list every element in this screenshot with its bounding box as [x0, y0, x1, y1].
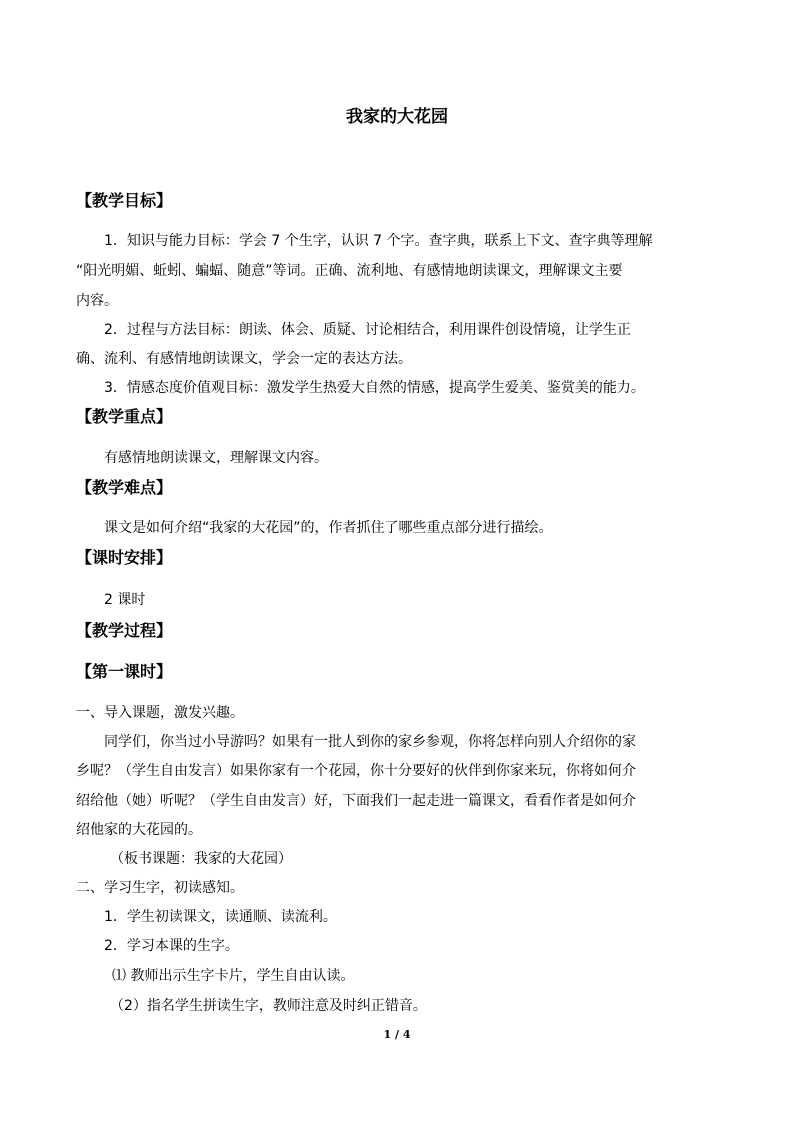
- heading-difficulties: 【教学难点】: [76, 478, 173, 497]
- heading-teaching-process: 【教学过程】: [76, 621, 173, 640]
- intro-paragraph-line-1: 同学们，你当过小导游吗？如果有一批人到你的家乡参观，你将怎样向别人介绍你的家: [104, 734, 636, 750]
- heading-first-lesson: 【第一课时】: [76, 662, 173, 681]
- step-two-sub-item-2: （2）指名学生拼读生字，教师注意及时纠正错音。: [110, 998, 427, 1014]
- objective-2-line-1: 2．过程与方法目标：朗读、体会、质疑、讨论相结合，利用课件创设情境，让学生正: [104, 322, 631, 338]
- intro-paragraph-line-4: 绍他家的大花园的。: [76, 822, 202, 838]
- document-title: 我家的大花园: [346, 107, 448, 127]
- objective-1-line-3: 内容。: [76, 293, 118, 309]
- schedule-line: 2 课时: [104, 592, 146, 608]
- key-point-line: 有感情地朗读课文，理解课文内容。: [104, 450, 328, 466]
- intro-paragraph-line-2: 乡呢？（学生自由发言）如果你家有一个花园，你十分要好的伙伴到你家来玩，你将如何介: [76, 763, 636, 779]
- step-two-item-1: 1．学生初读课文，读通顺、读流利。: [104, 909, 337, 925]
- objective-1-line-1: 1．知识与能力目标：学会 7 个生字，认识 7 个字。查字典，联系上下文、查字典等理解: [104, 233, 653, 249]
- step-one-title: 一、导入课题，激发兴趣。: [76, 705, 244, 721]
- heading-schedule: 【课时安排】: [76, 548, 173, 567]
- objective-3-line-1: 3．情感态度价值观目标：激发学生热爱大自然的情感，提高学生爱美、鉴赏美的能力。: [104, 380, 645, 396]
- difficulty-line: 课文是如何介绍“我家的大花园”的，作者抓住了哪些重点部分进行描绘。: [104, 520, 553, 536]
- step-two-title: 二、学习生字，初读感知。: [76, 880, 244, 896]
- heading-teaching-objectives: 【教学目标】: [76, 191, 173, 210]
- step-two-sub-item-1: ⑴ 教师出示生字卡片，学生自由认读。: [112, 968, 355, 984]
- heading-key-points: 【教学重点】: [76, 407, 173, 426]
- objective-2-line-2: 确、流利、有感情地朗读课文，学会一定的表达方法。: [76, 351, 412, 367]
- intro-paragraph-line-3: 绍给他（她）听呢？（学生自由发言）好，下面我们一起走进一篇课文，看看作者是如何介: [76, 793, 636, 809]
- page-number: 1 / 4: [383, 1028, 411, 1041]
- objective-1-line-2: “阳光明媚、蚯蚓、蝙蝠、随意”等词。正确、流利地、有感情地朗读课文，理解课文主要: [76, 263, 623, 279]
- board-title-note: （板书课题：我家的大花园）: [110, 851, 292, 867]
- step-two-item-2: 2．学习本课的生字。: [104, 938, 239, 954]
